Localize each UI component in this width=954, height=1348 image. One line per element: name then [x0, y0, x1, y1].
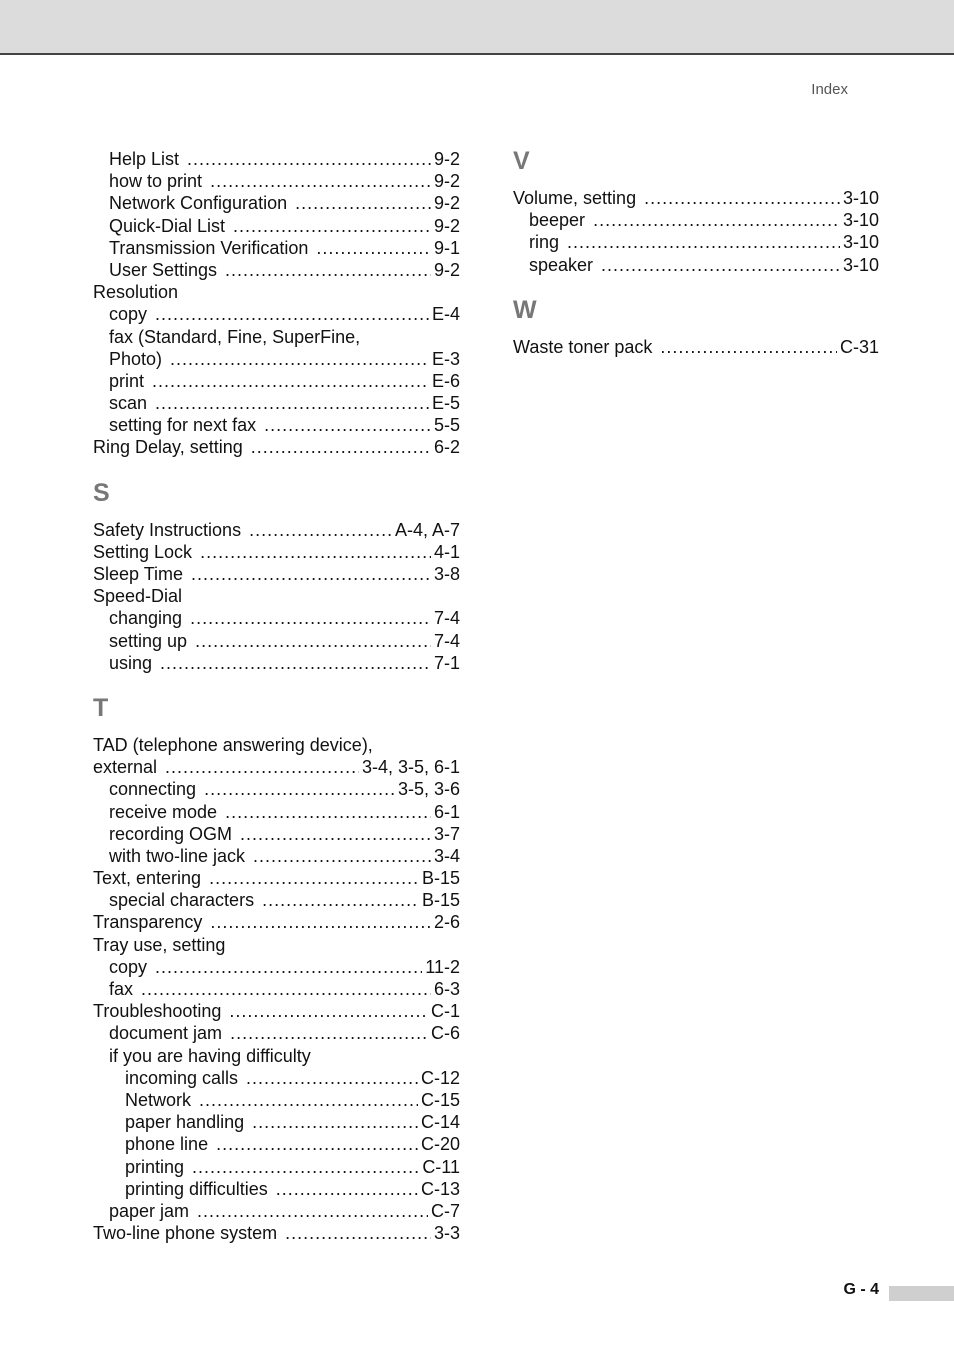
index-page-ref: 9-2 — [433, 171, 460, 192]
index-page-ref: 3-10 — [842, 254, 879, 275]
index-page-ref: E-4 — [431, 304, 460, 325]
index-term: Tray use, setting — [93, 934, 226, 955]
index-page-ref: E-5 — [431, 393, 460, 414]
index-term: paper jam — [109, 1200, 190, 1221]
index-entry — [93, 911, 460, 933]
index-page-ref: 3-10 — [842, 210, 879, 231]
index-page-ref: 3-8 — [433, 564, 460, 584]
dot-leader — [295, 192, 431, 214]
dot-leader — [252, 1111, 418, 1133]
index-page-ref: E-3 — [431, 348, 460, 369]
index-entry — [513, 336, 879, 358]
index-term: recording OGM — [109, 823, 233, 844]
page-number: G - 4 — [843, 1281, 879, 1298]
index-term: Resolution — [93, 282, 179, 303]
index-page-ref: C-11 — [422, 1156, 460, 1177]
index-term: document jam — [109, 1023, 223, 1044]
dot-leader — [190, 607, 431, 629]
index-page-ref: 3-4, 3-5, 6-1 — [361, 757, 460, 778]
index-entry — [93, 192, 460, 214]
dot-leader — [210, 170, 431, 192]
index-entry — [93, 541, 460, 563]
index-page-ref: 7-1 — [433, 652, 460, 673]
dot-leader — [660, 336, 837, 358]
dot-leader — [567, 231, 840, 253]
running-head: Index — [811, 81, 848, 98]
index-term: Text, entering — [93, 868, 202, 889]
index-entry — [93, 1089, 460, 1111]
index-column-left — [93, 148, 460, 1244]
dot-leader — [170, 348, 429, 370]
dot-leader — [230, 1022, 428, 1044]
dot-leader — [225, 801, 431, 823]
index-entry — [93, 1178, 460, 1200]
index-entry — [93, 215, 460, 237]
index-entry — [93, 563, 460, 585]
index-term: with two-line jack — [109, 845, 246, 866]
index-page-ref: 3-3 — [433, 1223, 460, 1244]
index-term: print — [109, 370, 145, 391]
index-entry — [93, 734, 460, 756]
index-term: fax — [109, 979, 134, 999]
index-term: special characters — [109, 890, 255, 911]
index-page-ref: C-7 — [430, 1200, 460, 1221]
dot-leader — [316, 237, 431, 259]
dot-leader — [251, 436, 431, 458]
index-entry — [93, 436, 460, 458]
index-entry — [93, 956, 460, 978]
index-term: receive mode — [109, 801, 218, 822]
index-page-ref: E-6 — [431, 370, 460, 391]
index-term: using — [109, 652, 153, 673]
dot-leader — [264, 414, 431, 436]
index-term: connecting — [109, 779, 197, 800]
index-page-ref: 7-4 — [433, 608, 460, 629]
index-page-ref: C-14 — [420, 1112, 460, 1133]
dot-leader — [165, 756, 359, 778]
dot-leader — [233, 215, 431, 237]
index-term: printing — [125, 1156, 185, 1177]
index-page-ref: 6-1 — [433, 801, 460, 822]
index-term: if you are having difficulty — [109, 1045, 311, 1066]
dot-leader — [229, 1000, 428, 1022]
index-section-letter: V — [513, 147, 530, 175]
index-page-ref: 9-2 — [433, 215, 460, 236]
index-entry — [93, 778, 460, 800]
index-page-ref: C-31 — [839, 336, 879, 357]
index-entry — [93, 845, 460, 867]
dot-leader — [204, 778, 395, 800]
index-term: Network Configuration — [109, 193, 288, 214]
dot-leader — [155, 303, 429, 325]
index-entry — [93, 348, 460, 370]
dot-leader — [155, 956, 422, 978]
index-term: Network — [125, 1089, 192, 1110]
index-page-ref: 9-2 — [433, 259, 460, 280]
index-term: Transmission Verification — [109, 237, 309, 258]
dot-leader — [155, 392, 429, 414]
index-term: setting up — [109, 630, 188, 651]
dot-leader — [593, 209, 840, 231]
index-entry — [93, 1045, 460, 1067]
index-term: Photo) — [109, 348, 163, 369]
dot-leader — [197, 1200, 428, 1222]
index-term: Waste toner pack — [513, 336, 653, 357]
index-entry — [93, 1200, 460, 1222]
dot-leader — [152, 370, 429, 392]
index-page-ref: 9-2 — [433, 149, 460, 169]
index-entry — [93, 585, 460, 607]
index-entry — [93, 259, 460, 281]
index-term: ring — [529, 232, 560, 253]
index-entry — [93, 934, 460, 956]
index-page-ref: 2-6 — [433, 912, 460, 933]
index-section-letter: T — [93, 693, 109, 722]
index-term: setting for next fax — [109, 415, 257, 436]
index-term: how to print — [109, 171, 203, 192]
dot-leader — [601, 254, 840, 276]
index-entry — [93, 303, 460, 325]
dot-leader — [192, 1156, 419, 1178]
index-page-ref: C-13 — [420, 1178, 460, 1199]
dot-leader — [200, 541, 431, 563]
index-term: Two-line phone system — [93, 1223, 278, 1244]
index-entry — [93, 652, 460, 674]
dot-leader — [210, 911, 431, 933]
index-entry — [93, 756, 460, 778]
index-term: Ring Delay, setting — [93, 437, 243, 458]
index-entry — [93, 392, 460, 414]
index-entry — [93, 823, 460, 845]
index-entry — [513, 231, 879, 253]
footer-tab-bar — [889, 1286, 954, 1301]
index-entry — [93, 1133, 460, 1155]
index-page-ref: 9-1 — [433, 237, 460, 258]
dot-leader — [246, 1067, 418, 1089]
index-entry — [93, 519, 460, 541]
dot-leader — [249, 519, 392, 541]
dot-leader — [141, 978, 431, 1000]
index-term: Volume, setting — [513, 188, 637, 208]
index-section-letter: W — [513, 295, 537, 324]
index-page-ref: C-1 — [430, 1001, 460, 1022]
dot-leader — [199, 1089, 418, 1111]
index-entry — [93, 630, 460, 652]
index-entry — [93, 170, 460, 192]
index-page-ref: 9-2 — [433, 193, 460, 214]
index-entry — [93, 1022, 460, 1044]
index-page-ref: 11-2 — [425, 956, 460, 977]
index-term: speaker — [529, 254, 594, 275]
index-term: copy — [109, 304, 148, 325]
dot-leader — [160, 652, 431, 674]
index-page-ref: C-15 — [420, 1089, 460, 1110]
index-entry — [513, 254, 879, 276]
index-page-ref: 3-4 — [433, 845, 460, 866]
index-term: TAD (telephone answering device), — [93, 734, 373, 755]
index-entry — [93, 414, 460, 436]
index-page-ref: 7-4 — [433, 630, 460, 651]
index-page-ref: 3-7 — [433, 823, 460, 844]
index-column-right — [513, 145, 879, 358]
dot-leader — [191, 563, 431, 585]
dot-leader — [195, 630, 431, 652]
index-term: Transparency — [93, 912, 203, 933]
index-entry — [93, 607, 460, 629]
index-term: beeper — [529, 210, 586, 231]
dot-leader — [225, 259, 431, 281]
index-term: changing — [109, 608, 183, 629]
dot-leader — [187, 148, 431, 170]
dot-leader — [644, 187, 840, 209]
index-entry — [93, 281, 460, 303]
index-entry — [93, 978, 460, 1000]
index-page-ref: B-15 — [421, 890, 460, 911]
index-term: Help List — [109, 149, 180, 169]
index-entry — [93, 326, 460, 348]
index-term: Setting Lock — [93, 541, 193, 562]
index-entry — [93, 867, 460, 889]
index-page-ref: C-6 — [430, 1023, 460, 1044]
index-page-ref: 4-1 — [433, 541, 460, 562]
index-page-ref: 3-10 — [842, 232, 879, 253]
index-entry — [93, 1156, 460, 1178]
index-term: printing difficulties — [125, 1178, 268, 1199]
header-band — [0, 0, 954, 55]
index-term: User Settings — [109, 259, 218, 280]
dot-leader — [276, 1178, 418, 1200]
index-term: fax (Standard, Fine, SuperFine, — [109, 326, 361, 347]
index-term: scan — [109, 393, 148, 414]
index-term: external — [93, 757, 158, 778]
index-entry — [93, 237, 460, 259]
index-page-ref: B-15 — [421, 868, 460, 889]
index-entry — [93, 1067, 460, 1089]
index-page-ref: 5-5 — [433, 415, 460, 436]
index-term: paper handling — [125, 1112, 245, 1133]
index-page-ref: C-12 — [420, 1067, 460, 1088]
index-term: phone line — [125, 1134, 209, 1155]
index-entry — [93, 1111, 460, 1133]
index-entry — [93, 889, 460, 911]
index-entry — [93, 148, 460, 170]
dot-leader — [209, 867, 419, 889]
index-term: Safety Instructions — [93, 519, 242, 540]
index-entry — [93, 1222, 460, 1244]
dot-leader — [285, 1222, 431, 1244]
dot-leader — [253, 845, 431, 867]
index-entry — [93, 801, 460, 823]
index-term: incoming calls — [125, 1067, 239, 1088]
index-term: Troubleshooting — [93, 1001, 222, 1022]
index-section-letter: S — [93, 478, 110, 507]
index-term: Speed-Dial — [93, 586, 183, 607]
index-entry — [513, 209, 879, 231]
index-term: copy — [109, 956, 148, 977]
index-term: Quick-Dial List — [109, 215, 226, 236]
index-page-ref: 6-2 — [433, 437, 460, 458]
index-entry — [93, 1000, 460, 1022]
index-page-ref: 3-5, 3-6 — [397, 779, 460, 800]
dot-leader — [216, 1133, 418, 1155]
index-page-ref: 6-3 — [433, 979, 460, 999]
index-entry — [513, 187, 879, 209]
dot-leader — [240, 823, 431, 845]
index-term: Sleep Time — [93, 564, 184, 584]
dot-leader — [262, 889, 419, 911]
index-page-ref: C-20 — [420, 1134, 460, 1155]
index-page-ref: 3-10 — [842, 188, 879, 208]
index-page-ref: A-4, A-7 — [394, 519, 460, 540]
index-entry — [93, 370, 460, 392]
